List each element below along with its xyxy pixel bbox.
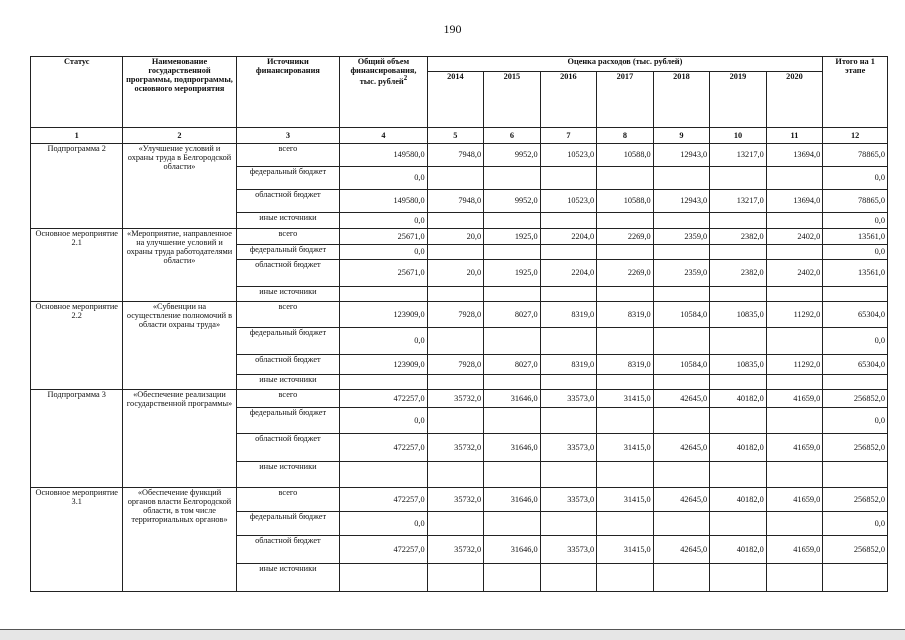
year-value-cell: 33573,0 — [540, 390, 597, 408]
year-value-cell — [766, 408, 823, 434]
year-value-cell: 7928,0 — [427, 355, 484, 375]
year-value-cell — [540, 408, 597, 434]
year-value-cell — [710, 167, 767, 190]
stage-total-cell: 13561,0 — [823, 229, 888, 245]
year-value-cell — [710, 408, 767, 434]
year-value-cell — [597, 375, 654, 390]
year-value-cell: 35732,0 — [427, 434, 484, 462]
stage-total-cell: 13561,0 — [823, 260, 888, 287]
funding-source-cell: всего — [236, 302, 340, 328]
total-volume-cell: 149580,0 — [340, 190, 427, 213]
year-value-cell — [766, 167, 823, 190]
header-year: 2020 — [766, 72, 823, 128]
year-value-cell — [427, 564, 484, 592]
year-value-cell — [484, 245, 541, 260]
funding-source-cell: всего — [236, 229, 340, 245]
year-value-cell: 31646,0 — [484, 536, 541, 564]
year-value-cell: 42645,0 — [653, 434, 710, 462]
total-volume-cell: 472257,0 — [340, 536, 427, 564]
column-number: 6 — [484, 128, 541, 144]
year-value-cell: 41659,0 — [766, 488, 823, 512]
program-name-cell: «Улучшение условий и охраны труда в Белгородской области» — [123, 144, 236, 229]
year-value-cell — [427, 462, 484, 488]
total-volume-cell: 0,0 — [340, 167, 427, 190]
year-value-cell — [427, 213, 484, 229]
total-volume-cell: 25671,0 — [340, 260, 427, 287]
program-name-cell: «Обеспечение функций органов власти Белгородской области, в том числе территориальных органов» — [123, 488, 236, 592]
year-value-cell — [484, 375, 541, 390]
year-value-cell: 2402,0 — [766, 260, 823, 287]
year-value-cell: 35732,0 — [427, 536, 484, 564]
year-value-cell — [540, 245, 597, 260]
header-year: 2016 — [540, 72, 597, 128]
total-volume-cell: 0,0 — [340, 245, 427, 260]
funding-source-cell: федеральный бюджет — [236, 328, 340, 355]
year-value-cell — [597, 512, 654, 536]
year-value-cell — [653, 245, 710, 260]
stage-total-cell: 256852,0 — [823, 536, 888, 564]
year-value-cell — [427, 328, 484, 355]
year-value-cell: 42645,0 — [653, 390, 710, 408]
funding-source-cell: иные источники — [236, 564, 340, 592]
year-value-cell — [766, 213, 823, 229]
year-value-cell — [710, 245, 767, 260]
year-value-cell: 8319,0 — [540, 355, 597, 375]
year-value-cell: 31415,0 — [597, 488, 654, 512]
year-value-cell — [484, 564, 541, 592]
year-value-cell: 2382,0 — [710, 229, 767, 245]
total-volume-cell: 0,0 — [340, 328, 427, 355]
column-number: 10 — [710, 128, 767, 144]
total-volume-cell — [340, 564, 427, 592]
year-value-cell — [484, 167, 541, 190]
year-value-cell — [710, 328, 767, 355]
column-number: 1 — [31, 128, 123, 144]
year-value-cell: 35732,0 — [427, 390, 484, 408]
year-value-cell: 31646,0 — [484, 434, 541, 462]
header-name: Наименование государственной программы, подпрограммы, основного мероприятия — [123, 57, 236, 128]
status-cell: Основное мероприятие 3.1 — [31, 488, 123, 592]
year-value-cell — [766, 328, 823, 355]
year-value-cell: 12943,0 — [653, 144, 710, 167]
column-number: 11 — [766, 128, 823, 144]
year-value-cell — [710, 564, 767, 592]
stage-total-cell: 65304,0 — [823, 355, 888, 375]
funding-source-cell: федеральный бюджет — [236, 512, 340, 536]
year-value-cell: 33573,0 — [540, 488, 597, 512]
funding-source-cell: областной бюджет — [236, 536, 340, 564]
year-value-cell — [597, 328, 654, 355]
year-value-cell — [710, 213, 767, 229]
year-value-cell — [427, 245, 484, 260]
stage-total-cell: 0,0 — [823, 167, 888, 190]
year-value-cell: 2402,0 — [766, 229, 823, 245]
header-year: 2019 — [710, 72, 767, 128]
year-value-cell — [653, 287, 710, 302]
header-total-volume — [340, 57, 427, 128]
year-value-cell — [710, 375, 767, 390]
year-value-cell: 31646,0 — [484, 488, 541, 512]
year-value-cell: 9952,0 — [484, 190, 541, 213]
year-value-cell — [653, 462, 710, 488]
year-value-cell — [653, 213, 710, 229]
header-year: 2017 — [597, 72, 654, 128]
year-value-cell: 31415,0 — [597, 536, 654, 564]
status-cell: Подпрограмма 3 — [31, 390, 123, 488]
column-number: 8 — [597, 128, 654, 144]
stage-total-cell: 78865,0 — [823, 144, 888, 167]
year-value-cell — [597, 213, 654, 229]
year-value-cell: 2204,0 — [540, 229, 597, 245]
year-value-cell: 20,0 — [427, 260, 484, 287]
year-value-cell — [653, 167, 710, 190]
year-value-cell — [766, 287, 823, 302]
total-volume-cell — [340, 287, 427, 302]
funding-source-cell: федеральный бюджет — [236, 408, 340, 434]
year-value-cell: 33573,0 — [540, 434, 597, 462]
year-value-cell: 8319,0 — [597, 355, 654, 375]
header-stage-total: Итого на 1 этапе — [823, 57, 888, 128]
funding-source-cell: всего — [236, 488, 340, 512]
total-volume-cell: 123909,0 — [340, 355, 427, 375]
year-value-cell: 41659,0 — [766, 390, 823, 408]
year-value-cell: 31415,0 — [597, 390, 654, 408]
column-number: 7 — [540, 128, 597, 144]
table-row — [31, 144, 888, 167]
header-total-volume-footnote: 2 — [403, 75, 408, 83]
stage-total-cell: 256852,0 — [823, 488, 888, 512]
year-value-cell — [427, 512, 484, 536]
year-value-cell — [766, 564, 823, 592]
year-value-cell: 35732,0 — [427, 488, 484, 512]
year-value-cell — [597, 287, 654, 302]
year-value-cell — [653, 408, 710, 434]
header-status: Статус — [31, 57, 123, 128]
year-value-cell: 7948,0 — [427, 144, 484, 167]
year-value-cell: 13694,0 — [766, 190, 823, 213]
header-year: 2014 — [427, 72, 484, 128]
year-value-cell: 10835,0 — [710, 302, 767, 328]
stage-total-cell: 256852,0 — [823, 390, 888, 408]
stage-total-cell — [823, 462, 888, 488]
year-value-cell — [653, 328, 710, 355]
column-number: 4 — [340, 128, 427, 144]
stage-total-cell: 256852,0 — [823, 434, 888, 462]
year-value-cell — [540, 462, 597, 488]
header-year: 2018 — [653, 72, 710, 128]
year-value-cell — [710, 462, 767, 488]
year-value-cell: 8319,0 — [540, 302, 597, 328]
column-number: 12 — [823, 128, 888, 144]
year-value-cell: 20,0 — [427, 229, 484, 245]
stage-total-cell — [823, 287, 888, 302]
year-value-cell: 31646,0 — [484, 390, 541, 408]
funding-source-cell: всего — [236, 144, 340, 167]
year-value-cell: 12943,0 — [653, 190, 710, 213]
year-value-cell: 1925,0 — [484, 229, 541, 245]
year-value-cell — [653, 564, 710, 592]
year-value-cell: 10523,0 — [540, 144, 597, 167]
total-volume-cell — [340, 462, 427, 488]
year-value-cell — [427, 375, 484, 390]
year-value-cell — [597, 564, 654, 592]
year-value-cell: 10584,0 — [653, 302, 710, 328]
year-value-cell — [766, 462, 823, 488]
total-volume-cell: 25671,0 — [340, 229, 427, 245]
year-value-cell: 31415,0 — [597, 434, 654, 462]
total-volume-cell: 149580,0 — [340, 144, 427, 167]
funding-source-cell: областной бюджет — [236, 260, 340, 287]
year-value-cell — [484, 213, 541, 229]
year-value-cell: 40182,0 — [710, 488, 767, 512]
year-value-cell — [540, 564, 597, 592]
year-value-cell: 11292,0 — [766, 355, 823, 375]
page-number: 190 — [443, 22, 462, 36]
year-value-cell: 8027,0 — [484, 355, 541, 375]
stage-total-cell: 0,0 — [823, 512, 888, 536]
column-number: 9 — [653, 128, 710, 144]
year-value-cell — [597, 462, 654, 488]
stage-total-cell: 0,0 — [823, 245, 888, 260]
funding-source-cell: федеральный бюджет — [236, 167, 340, 190]
funding-source-cell: иные источники — [236, 462, 340, 488]
year-value-cell: 1925,0 — [484, 260, 541, 287]
funding-source-cell: областной бюджет — [236, 355, 340, 375]
total-volume-cell — [340, 375, 427, 390]
year-value-cell — [484, 408, 541, 434]
year-value-cell: 40182,0 — [710, 536, 767, 564]
table-row — [31, 390, 888, 408]
status-cell: Основное мероприятие 2.1 — [31, 229, 123, 302]
year-value-cell — [484, 512, 541, 536]
year-value-cell: 10523,0 — [540, 190, 597, 213]
funding-source-cell: федеральный бюджет — [236, 245, 340, 260]
year-value-cell: 9952,0 — [484, 144, 541, 167]
year-value-cell: 13217,0 — [710, 144, 767, 167]
year-value-cell — [427, 287, 484, 302]
year-value-cell: 2269,0 — [597, 229, 654, 245]
header-total-volume-text: Общий объем финансирования, тыс. рублей — [350, 57, 417, 87]
year-value-cell — [540, 167, 597, 190]
stage-total-cell: 0,0 — [823, 328, 888, 355]
table-row — [31, 229, 888, 245]
total-volume-cell: 123909,0 — [340, 302, 427, 328]
year-value-cell: 2382,0 — [710, 260, 767, 287]
year-value-cell — [484, 462, 541, 488]
stage-total-cell: 78865,0 — [823, 190, 888, 213]
header-sources: Источники финансирования — [236, 57, 340, 128]
year-value-cell: 33573,0 — [540, 536, 597, 564]
year-value-cell: 13217,0 — [710, 190, 767, 213]
year-value-cell: 13694,0 — [766, 144, 823, 167]
year-value-cell — [597, 408, 654, 434]
year-value-cell: 10588,0 — [597, 144, 654, 167]
funding-source-cell: областной бюджет — [236, 434, 340, 462]
year-value-cell: 11292,0 — [766, 302, 823, 328]
total-volume-cell: 0,0 — [340, 408, 427, 434]
program-name-cell: «Обеспечение реализации государственной программы» — [123, 390, 236, 488]
table-row — [31, 488, 888, 512]
header-row — [31, 57, 888, 72]
year-value-cell: 42645,0 — [653, 488, 710, 512]
year-value-cell — [766, 375, 823, 390]
year-value-cell: 40182,0 — [710, 390, 767, 408]
column-number: 5 — [427, 128, 484, 144]
funding-source-cell: иные источники — [236, 287, 340, 302]
year-value-cell: 7948,0 — [427, 190, 484, 213]
year-value-cell: 8027,0 — [484, 302, 541, 328]
stage-total-cell: 65304,0 — [823, 302, 888, 328]
year-value-cell: 40182,0 — [710, 434, 767, 462]
status-cell: Основное мероприятие 2.2 — [31, 302, 123, 390]
year-value-cell: 10584,0 — [653, 355, 710, 375]
year-value-cell: 41659,0 — [766, 434, 823, 462]
year-value-cell — [653, 375, 710, 390]
year-value-cell — [540, 328, 597, 355]
table-row — [31, 302, 888, 328]
year-value-cell — [427, 167, 484, 190]
year-value-cell — [597, 245, 654, 260]
stage-total-cell: 0,0 — [823, 408, 888, 434]
total-volume-cell: 472257,0 — [340, 434, 427, 462]
budget-table — [30, 56, 888, 592]
year-value-cell: 2359,0 — [653, 260, 710, 287]
total-volume-cell: 0,0 — [340, 213, 427, 229]
header-estimate: Оценка расходов (тыс. рублей) — [427, 57, 823, 72]
year-value-cell — [710, 287, 767, 302]
funding-source-cell: областной бюджет — [236, 190, 340, 213]
year-value-cell: 42645,0 — [653, 536, 710, 564]
header-year: 2015 — [484, 72, 541, 128]
year-value-cell — [540, 213, 597, 229]
year-value-cell — [710, 512, 767, 536]
program-name-cell: «Мероприятие, направленное на улучшение условий и охраны труда работодателями области» — [123, 229, 236, 302]
year-value-cell: 41659,0 — [766, 536, 823, 564]
program-name-cell: «Субвенции на осуществление полномочий в области охраны труда» — [123, 302, 236, 390]
stage-total-cell — [823, 375, 888, 390]
bottom-band — [0, 630, 905, 640]
year-value-cell — [484, 287, 541, 302]
year-value-cell — [766, 245, 823, 260]
stage-total-cell — [823, 564, 888, 592]
column-number-row — [31, 128, 888, 144]
year-value-cell: 2269,0 — [597, 260, 654, 287]
stage-total-cell: 0,0 — [823, 213, 888, 229]
total-volume-cell: 472257,0 — [340, 488, 427, 512]
funding-source-cell: всего — [236, 390, 340, 408]
year-value-cell — [540, 375, 597, 390]
year-value-cell — [484, 328, 541, 355]
year-value-cell: 10588,0 — [597, 190, 654, 213]
year-value-cell — [597, 167, 654, 190]
status-cell: Подпрограмма 2 — [31, 144, 123, 229]
year-value-cell: 8319,0 — [597, 302, 654, 328]
year-value-cell — [540, 512, 597, 536]
year-value-cell: 2204,0 — [540, 260, 597, 287]
year-value-cell — [540, 287, 597, 302]
year-value-cell — [766, 512, 823, 536]
funding-source-cell: иные источники — [236, 375, 340, 390]
year-value-cell: 7928,0 — [427, 302, 484, 328]
year-value-cell — [427, 408, 484, 434]
year-value-cell: 10835,0 — [710, 355, 767, 375]
year-value-cell — [653, 512, 710, 536]
table-body — [31, 144, 888, 592]
year-value-cell: 2359,0 — [653, 229, 710, 245]
total-volume-cell: 472257,0 — [340, 390, 427, 408]
column-number: 3 — [236, 128, 340, 144]
funding-source-cell: иные источники — [236, 213, 340, 229]
total-volume-cell: 0,0 — [340, 512, 427, 536]
column-number: 2 — [123, 128, 236, 144]
